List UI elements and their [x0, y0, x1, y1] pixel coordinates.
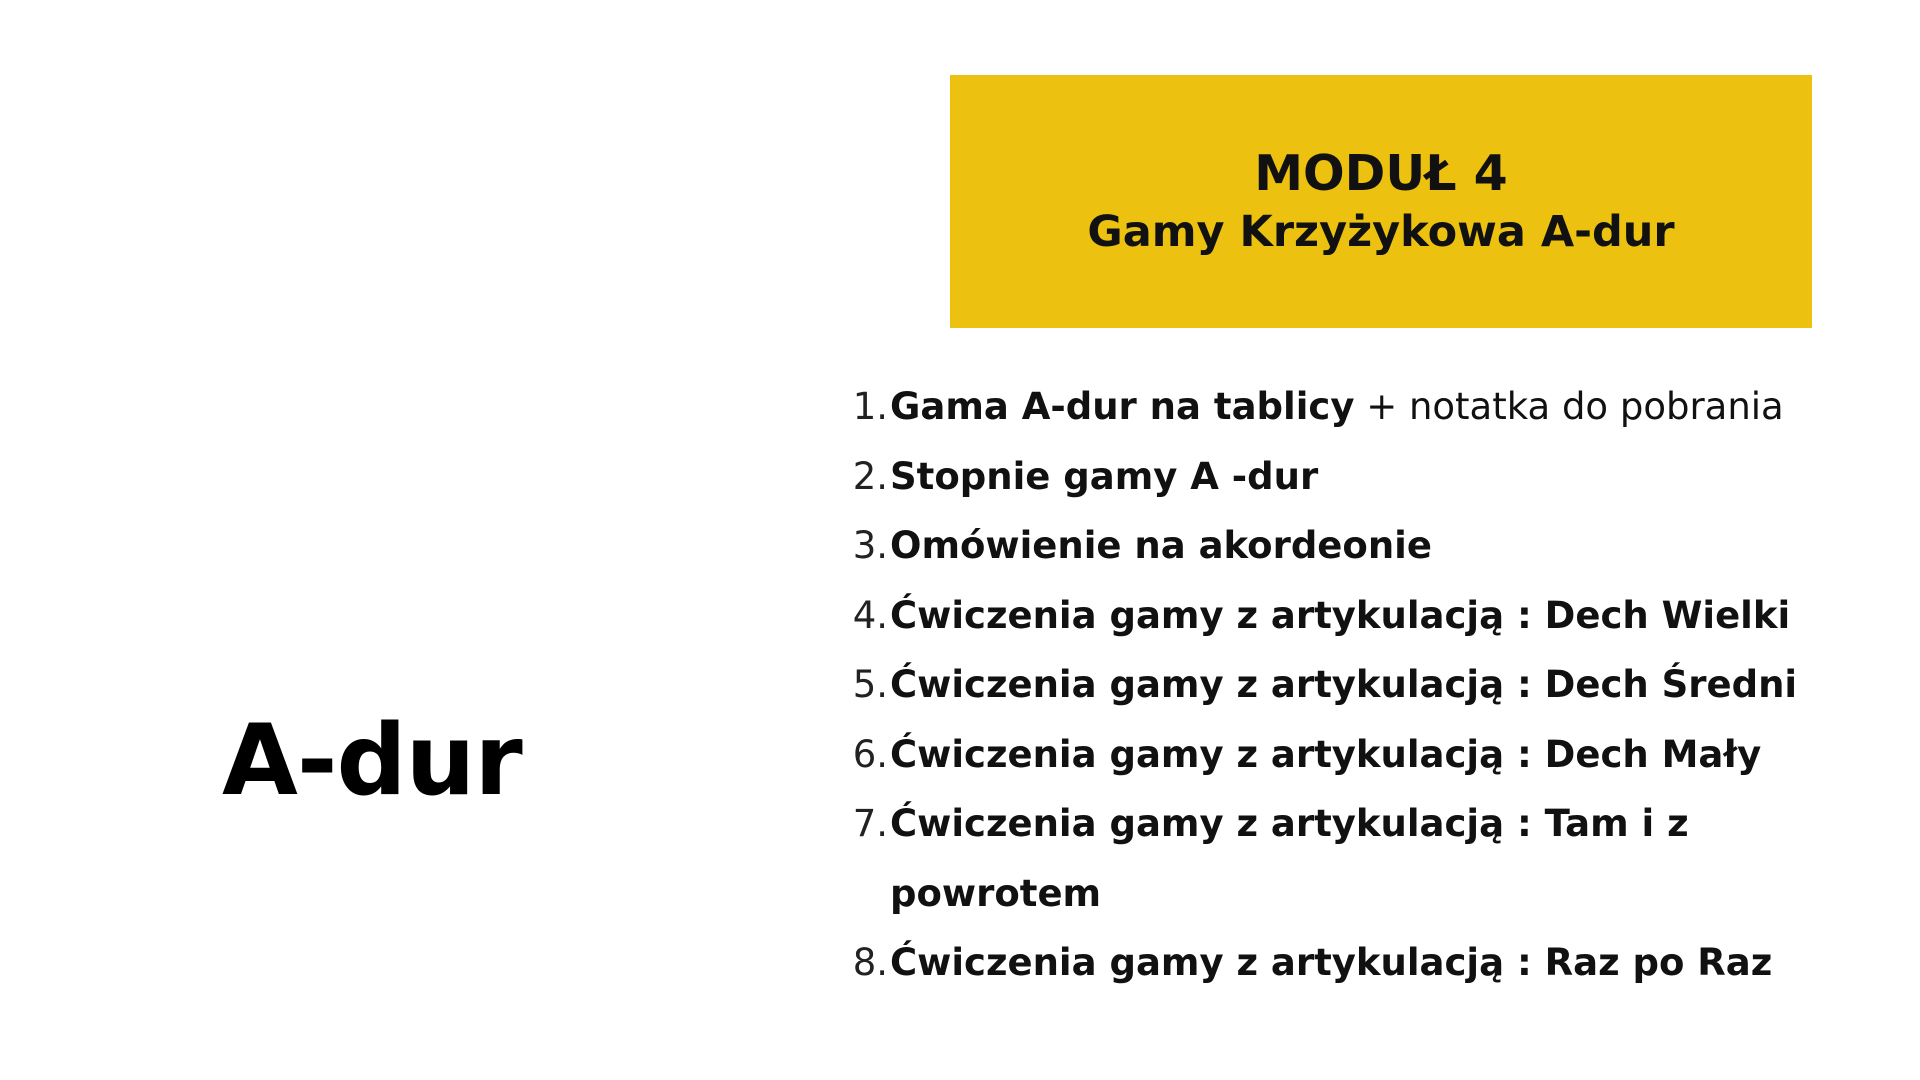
list-item-text: [888, 372, 1858, 442]
module-header-box: [950, 75, 1812, 328]
list-item: [848, 928, 1858, 998]
list-item: [848, 789, 1858, 928]
list-item-title: Ćwiczenia gamy z artykulacją : Tam i z powrotem: [890, 802, 1689, 915]
list-item-title: Ćwiczenia gamy z artykulacją : Dech Wielki: [890, 593, 1791, 637]
list-item-title: Ćwiczenia gamy z artykulacją : Raz po Raz: [890, 941, 1773, 984]
list-item-title: Gama A-dur na tablicy: [890, 385, 1355, 428]
list-item-number: 7.: [852, 802, 888, 845]
list-item: [848, 372, 1858, 442]
list-item: [848, 581, 1858, 651]
module-subtitle: Gamy Krzyżykowa A-dur: [1087, 207, 1675, 258]
list-item: [848, 650, 1858, 720]
list-item-title: Omówienie na akordeonie: [890, 524, 1432, 567]
list-item-extra: + notatka do pobrania: [1354, 385, 1784, 428]
list-item: [848, 720, 1858, 790]
module-title: MODUŁ 4: [1254, 144, 1508, 202]
list-item: [848, 511, 1858, 581]
list-item: [848, 442, 1858, 512]
slide-title: A-dur: [222, 704, 522, 818]
list-item-number: 2.: [852, 454, 888, 498]
list-item-number: 4.: [852, 593, 888, 637]
list-item-title: Ćwiczenia gamy z artykulacją : Dech Średni: [890, 663, 1798, 706]
list-item-number: 6.: [852, 732, 888, 776]
list-item-title: Ćwiczenia gamy z artykulacją : Dech Mały: [890, 732, 1762, 776]
list-item-number: 3.: [852, 524, 888, 567]
list-item-number: 5.: [852, 663, 888, 706]
list-item-number: 1.: [852, 385, 888, 428]
list-item-title: Stopnie gamy A -dur: [890, 454, 1319, 498]
lesson-list: [848, 372, 1858, 998]
list-item-number: 8.: [852, 941, 888, 984]
